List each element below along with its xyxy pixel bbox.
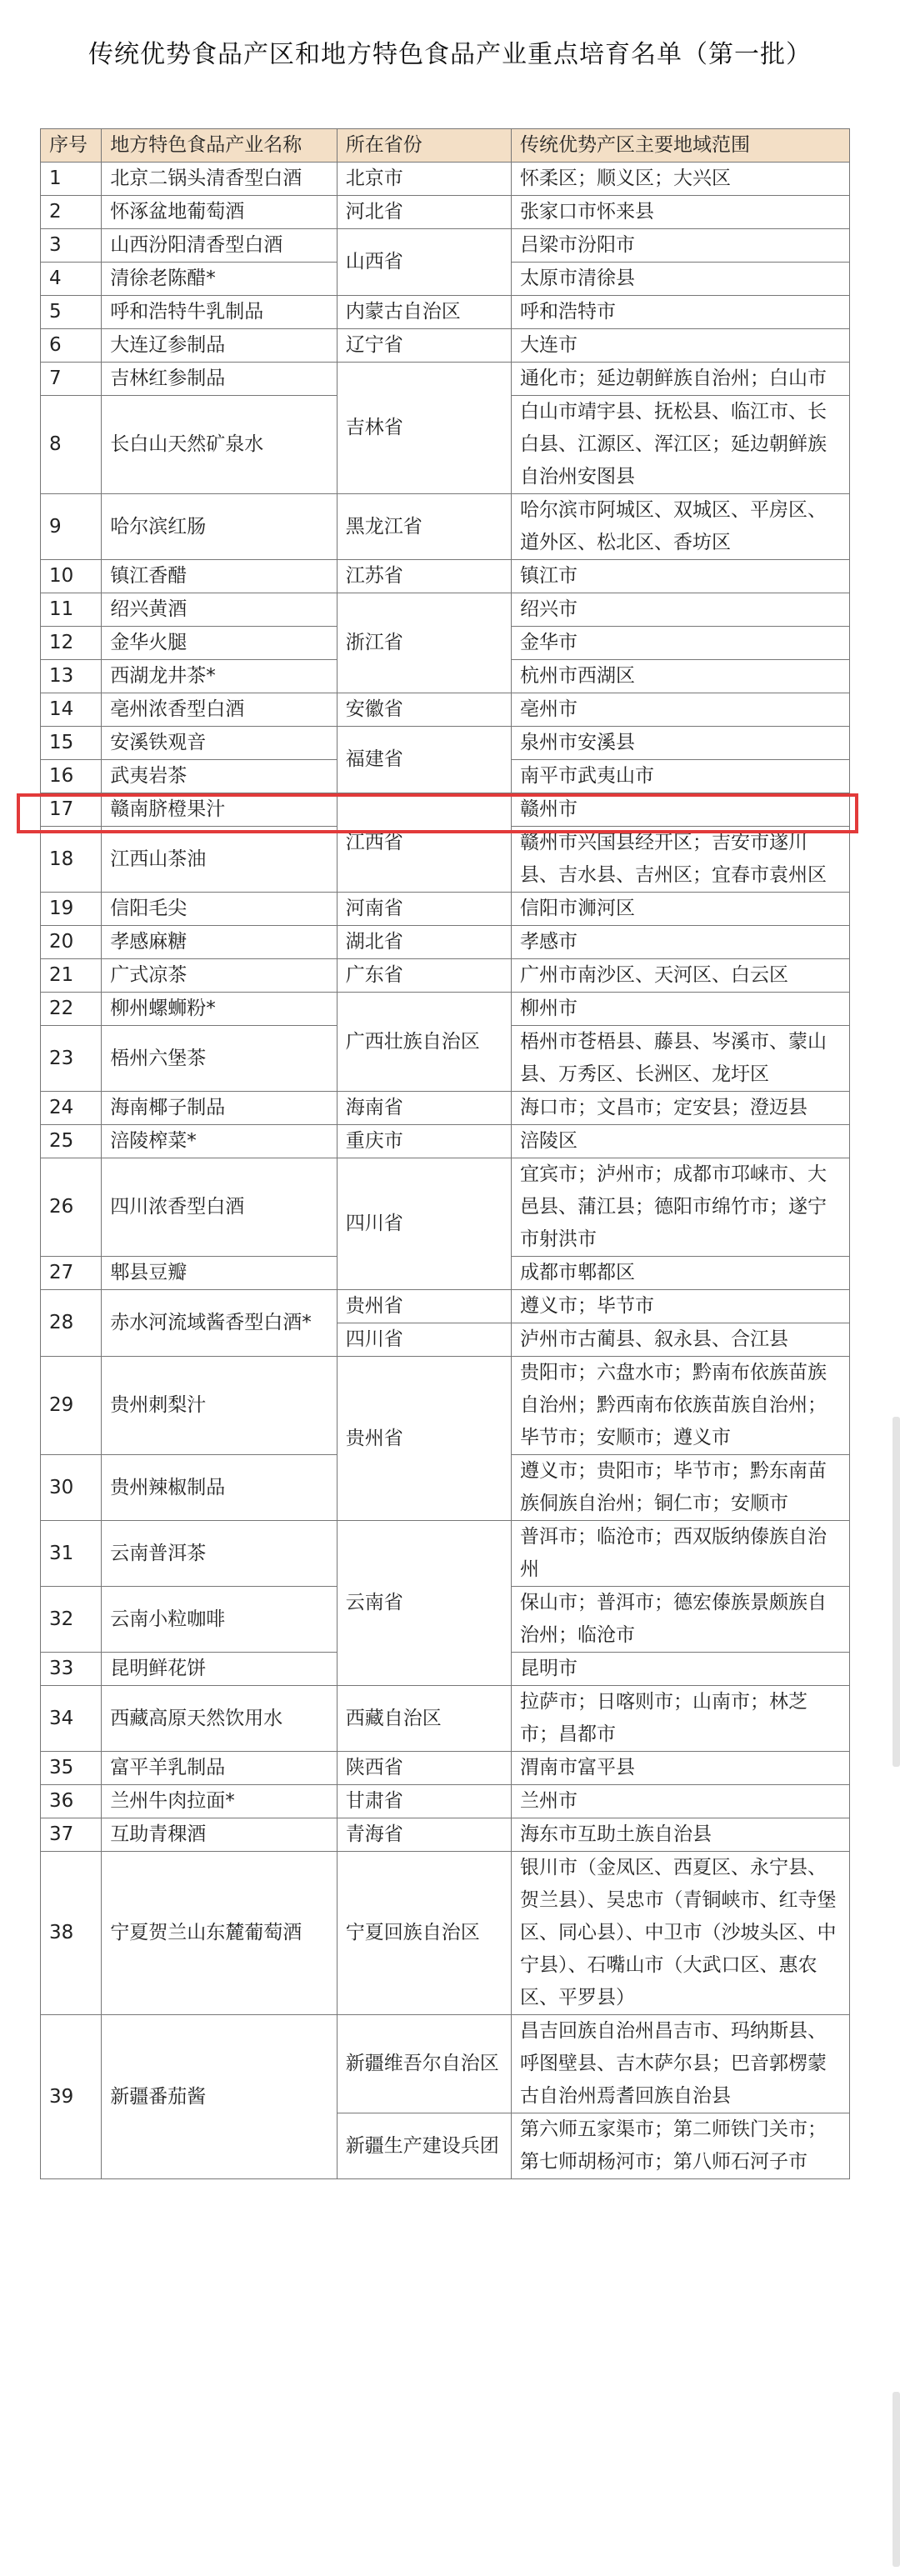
table-cell: 清徐老陈醋* [102,263,338,296]
table-cell: 13 [41,660,102,693]
table-cell: 银川市（金凤区、西夏区、永宁县、贺兰县）、吴忠市（青铜峡市、红寺堡区、同心县）、中卫市（沙坡头区、中宁县）、石嘴山市（大武口区、惠农区、平罗县） [512,1852,850,2015]
table-row [41,1357,850,1455]
table-row [41,1852,850,2015]
table-cell: 张家口市怀来县 [512,196,850,229]
table-cell: 通化市；延边朝鲜族自治州；白山市 [512,363,850,396]
table-cell: 杭州市西湖区 [512,660,850,693]
table-cell: 哈尔滨红肠 [102,494,338,560]
table-cell: 浙江省 [337,593,511,693]
table-cell: 17 [41,793,102,827]
table-cell: 拉萨市；日喀则市；山南市；林芝市；昌都市 [512,1686,850,1752]
table-row [41,296,850,329]
table-cell: 绍兴黄酒 [102,593,338,627]
header-index: 序号 [41,129,102,163]
table-cell: 安徽省 [337,693,511,727]
table-cell: 1 [41,163,102,196]
table-cell: 泉州市安溪县 [512,727,850,760]
table-row [41,2015,850,2113]
table-cell: 昌吉回族自治州昌吉市、玛纳斯县、呼图壁县、吉木萨尔县；巴音郭楞蒙古自治州焉耆回族自治县 [512,2015,850,2113]
table-cell: 西藏自治区 [337,1686,511,1752]
table-cell: 昆明鲜花饼 [102,1653,338,1686]
table-cell: 四川浓香型白酒 [102,1158,338,1257]
table-cell: 呼和浩特市 [512,296,850,329]
table-cell: 20 [41,926,102,959]
table-row [41,363,850,396]
table-cell: 怀柔区；顺义区；大兴区 [512,163,850,196]
table-cell: 4 [41,263,102,296]
table-cell: 成都市郫都区 [512,1257,850,1290]
table-cell: 海东市互助土族自治县 [512,1818,850,1852]
table-cell: 3 [41,229,102,263]
table-cell: 18 [41,827,102,893]
table-cell: 南平市武夷山市 [512,760,850,793]
table-row [41,1686,850,1752]
table-cell: 江西山茶油 [102,827,338,893]
table-cell: 海南省 [337,1092,511,1125]
table-cell: 山西省 [337,229,511,296]
table-cell: 26 [41,1158,102,1257]
table-row [41,1521,850,1587]
table-cell: 宁夏回族自治区 [337,1852,511,2015]
table-row [41,693,850,727]
table-cell: 吉林省 [337,363,511,494]
table-cell: 海口市；文昌市；定安县；澄迈县 [512,1092,850,1125]
table-cell: 云南省 [337,1521,511,1686]
table-cell: 梧州六堡茶 [102,1026,338,1092]
table-cell: 兰州牛肉拉面* [102,1785,338,1818]
table-cell: 赣州市兴国县经开区；吉安市遂川县、吉水县、吉州区；宜春市袁州区 [512,827,850,893]
table-cell: 江苏省 [337,560,511,593]
table-cell: 贵州省 [337,1357,511,1521]
table-cell: 海南椰子制品 [102,1092,338,1125]
table-row [41,196,850,229]
table-cell: 28 [41,1290,102,1357]
table-cell: 31 [41,1521,102,1587]
table-cell: 普洱市；临沧市；西双版纳傣族自治州 [512,1521,850,1587]
table-cell: 15 [41,727,102,760]
scrollbar-track [892,1417,900,1767]
table-cell: 贵州省 [337,1290,511,1323]
table-cell: 赤水河流域酱香型白酒* [102,1290,338,1357]
table-cell: 辽宁省 [337,329,511,363]
scrollbar-track [892,2392,900,2567]
table-cell: 怀涿盆地葡萄酒 [102,196,338,229]
table-cell: 湖北省 [337,926,511,959]
table-cell: 亳州浓香型白酒 [102,693,338,727]
table-cell: 昆明市 [512,1653,850,1686]
table-cell: 8 [41,396,102,494]
table-cell: 哈尔滨市阿城区、双城区、平房区、道外区、松北区、香坊区 [512,494,850,560]
table-cell: 江西省 [337,793,511,893]
table-row [41,1092,850,1125]
table-cell: 陕西省 [337,1752,511,1785]
table-cell: 武夷岩茶 [102,760,338,793]
table-row [41,1290,850,1323]
table-cell: 21 [41,959,102,993]
table-cell: 四川省 [337,1323,511,1357]
table-cell: 柳州螺蛳粉* [102,993,338,1026]
table-cell: 亳州市 [512,693,850,727]
table-cell: 镇江市 [512,560,850,593]
table-cell: 互助青稞酒 [102,1818,338,1852]
table-cell: 23 [41,1026,102,1092]
table-cell: 10 [41,560,102,593]
table-cell: 宁夏贺兰山东麓葡萄酒 [102,1852,338,2015]
table-cell: 32 [41,1587,102,1653]
table-cell: 云南小粒咖啡 [102,1587,338,1653]
table-row [41,793,850,827]
table-cell: 四川省 [337,1158,511,1290]
table-cell: 孝感麻糖 [102,926,338,959]
table-row [41,1785,850,1818]
table-cell: 11 [41,593,102,627]
table-cell: 信阳毛尖 [102,893,338,926]
table-cell: 广西壮族自治区 [337,993,511,1092]
table-cell: 北京市 [337,163,511,196]
table-cell: 36 [41,1785,102,1818]
table-cell: 30 [41,1455,102,1521]
table-row [41,1752,850,1785]
table-cell: 吕梁市汾阳市 [512,229,850,263]
table-cell: 涪陵榨菜* [102,1125,338,1158]
table-row [41,1125,850,1158]
table-cell: 绍兴市 [512,593,850,627]
table-cell: 新疆生产建设兵团 [337,2113,511,2179]
table-cell: 重庆市 [337,1125,511,1158]
table-cell: 7 [41,363,102,396]
table-cell: 24 [41,1092,102,1125]
table-cell: 保山市；普洱市；德宏傣族景颇族自治州；临沧市 [512,1587,850,1653]
table-cell: 第六师五家渠市；第二师铁门关市；第七师胡杨河市；第八师石河子市 [512,2113,850,2179]
table-body [41,163,850,2179]
header-region: 传统优势产区主要地域范围 [512,129,850,163]
table-row [41,893,850,926]
table-cell: 呼和浩特牛乳制品 [102,296,338,329]
table-cell: 渭南市富平县 [512,1752,850,1785]
table-cell: 云南普洱茶 [102,1521,338,1587]
table-cell: 广州市南沙区、天河区、白云区 [512,959,850,993]
table-cell: 34 [41,1686,102,1752]
table-cell: 富平羊乳制品 [102,1752,338,1785]
table-cell: 29 [41,1357,102,1455]
table-row [41,593,850,627]
table-cell: 33 [41,1653,102,1686]
table-cell: 青海省 [337,1818,511,1852]
table-row [41,993,850,1026]
table-cell: 遵义市；毕节市 [512,1290,850,1323]
table-cell: 西湖龙井茶* [102,660,338,693]
table-cell: 2 [41,196,102,229]
table-cell: 甘肃省 [337,1785,511,1818]
table-header-row [41,129,850,163]
table-cell: 福建省 [337,727,511,793]
table-cell: 涪陵区 [512,1125,850,1158]
header-industry-name: 地方特色食品产业名称 [102,129,338,163]
table-cell: 37 [41,1818,102,1852]
table-cell: 河北省 [337,196,511,229]
table-cell: 郫县豆瓣 [102,1257,338,1290]
table-cell: 长白山天然矿泉水 [102,396,338,494]
table-row [41,329,850,363]
table-row [41,560,850,593]
table-cell: 白山市靖宇县、抚松县、临江市、长白县、江源区、浑江区；延边朝鲜族自治州安图县 [512,396,850,494]
table-row [41,1158,850,1257]
table-cell: 赣州市 [512,793,850,827]
table-cell: 16 [41,760,102,793]
table-cell: 内蒙古自治区 [337,296,511,329]
table-row [41,163,850,196]
table-cell: 黑龙江省 [337,494,511,560]
table-cell: 新疆番茄酱 [102,2015,338,2179]
table-row [41,926,850,959]
table-cell: 泸州市古蔺县、叙永县、合江县 [512,1323,850,1357]
table-cell: 大连市 [512,329,850,363]
table-cell: 西藏高原天然饮用水 [102,1686,338,1752]
header-province: 所在省份 [337,129,511,163]
table-cell: 19 [41,893,102,926]
table-cell: 梧州市苍梧县、藤县、岑溪市、蒙山县、万秀区、长洲区、龙圩区 [512,1026,850,1092]
table-cell: 金华火腿 [102,627,338,660]
table-cell: 12 [41,627,102,660]
table-cell: 38 [41,1852,102,2015]
table-row [41,494,850,560]
table-cell: 宜宾市；泸州市；成都市邛崃市、大邑县、蒲江县；德阳市绵竹市；遂宁市射洪市 [512,1158,850,1257]
table-cell: 大连辽参制品 [102,329,338,363]
table-cell: 22 [41,993,102,1026]
table-cell: 14 [41,693,102,727]
table-cell: 北京二锅头清香型白酒 [102,163,338,196]
table-cell: 9 [41,494,102,560]
table-cell: 孝感市 [512,926,850,959]
table-cell: 27 [41,1257,102,1290]
table-cell: 遵义市；贵阳市；毕节市；黔东南苗族侗族自治州；铜仁市；安顺市 [512,1455,850,1521]
table-cell: 贵州刺梨汁 [102,1357,338,1455]
table-cell: 5 [41,296,102,329]
table-cell: 安溪铁观音 [102,727,338,760]
table-cell: 广东省 [337,959,511,993]
table-cell: 镇江香醋 [102,560,338,593]
table-cell: 25 [41,1125,102,1158]
table-cell: 太原市清徐县 [512,263,850,296]
table-cell: 信阳市浉河区 [512,893,850,926]
page-title: 传统优势食品产区和地方特色食品产业重点培育名单（第一批） [88,40,812,69]
table-cell: 35 [41,1752,102,1785]
table-cell: 吉林红参制品 [102,363,338,396]
table-cell: 贵阳市；六盘水市；黔南布依族苗族自治州；黔西南布依族苗族自治州；毕节市；安顺市；遵义市 [512,1357,850,1455]
table-cell: 广式凉茶 [102,959,338,993]
food-industry-table [40,128,850,2179]
table-cell: 柳州市 [512,993,850,1026]
table-cell: 金华市 [512,627,850,660]
table-cell: 赣南脐橙果汁 [102,793,338,827]
table-cell: 新疆维吾尔自治区 [337,2015,511,2113]
table-cell: 兰州市 [512,1785,850,1818]
table-row [41,727,850,760]
table-cell: 河南省 [337,893,511,926]
table-cell: 6 [41,329,102,363]
table-row [41,229,850,263]
table-cell: 山西汾阳清香型白酒 [102,229,338,263]
table-row [41,1818,850,1852]
table-row [41,959,850,993]
table-cell: 贵州辣椒制品 [102,1455,338,1521]
table-cell: 39 [41,2015,102,2179]
